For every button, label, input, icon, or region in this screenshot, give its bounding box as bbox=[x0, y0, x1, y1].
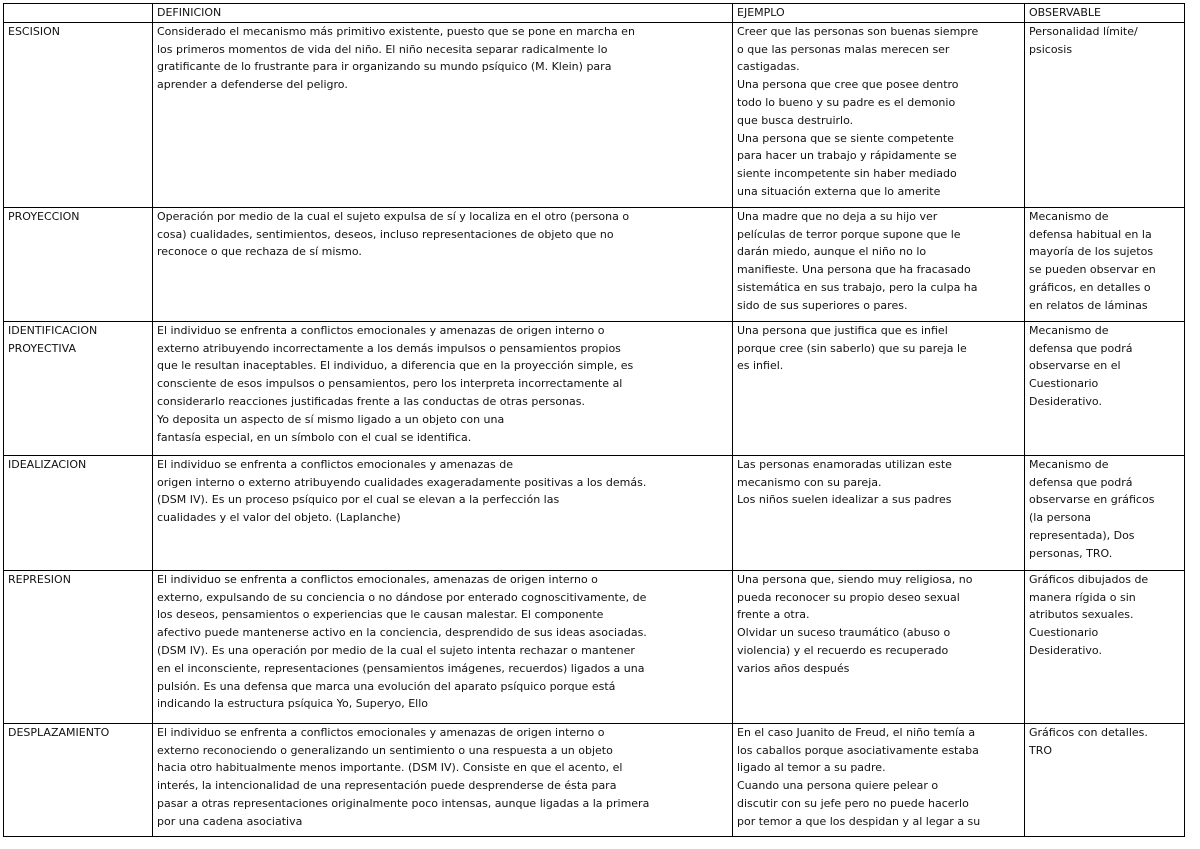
definicion-cell bbox=[153, 570, 733, 723]
ejemplo-line: para hacer un trabajo y rápidamente se bbox=[737, 149, 957, 163]
term-cell bbox=[4, 455, 153, 570]
observable-cell bbox=[1025, 22, 1185, 207]
observable-line: manera rígida o sin bbox=[1029, 590, 1136, 604]
ejemplo-line: mecanismo con su pareja. bbox=[737, 475, 882, 489]
observable-line: representada), Dos bbox=[1029, 528, 1135, 542]
term-cell bbox=[4, 570, 153, 723]
definicion-line: por una cadena asociativa bbox=[157, 814, 303, 828]
observable-line: gráficos, en detalles o bbox=[1029, 280, 1151, 294]
definicion-line: Considerado el mecanismo más primitivo existente, puesto que se pone en marcha en bbox=[157, 24, 635, 38]
ejemplo-cell bbox=[733, 723, 1025, 836]
term-line: DESPLAZAMIENTO bbox=[8, 725, 110, 739]
ejemplo-line: es infiel. bbox=[737, 359, 784, 373]
observable-cell bbox=[1025, 570, 1185, 723]
term-cell bbox=[4, 723, 153, 836]
definicion-line: que le resultan inaceptables. El individuo, a diferencia que en la proyección simple, es bbox=[157, 359, 634, 373]
definicion-line: externo atribuyendo incorrectamente a los demás impulsos o pensamientos propios bbox=[157, 341, 621, 355]
definicion-cell bbox=[153, 207, 733, 321]
table-row bbox=[4, 455, 1185, 570]
ejemplo-cell bbox=[733, 207, 1025, 321]
ejemplo-line: Una madre que no deja a su hijo ver bbox=[737, 209, 938, 223]
ejemplo-line: Una persona que se siente competente bbox=[737, 131, 954, 145]
definicion-line: El individuo se enfrenta a conflictos emocionales y amenazas de origen interno o bbox=[157, 323, 605, 337]
definicion-line: interés, la intencionalidad de una representación puede desprenderse de ésta para bbox=[157, 779, 617, 793]
ejemplo-line: castigadas. bbox=[737, 60, 800, 74]
ejemplo-line: Las personas enamoradas utilizan este bbox=[737, 457, 952, 471]
ejemplo-cell bbox=[733, 570, 1025, 723]
ejemplo-line: Una persona que, siendo muy religiosa, no bbox=[737, 572, 973, 586]
ejemplo-line: todo lo bueno y su padre es el demonio bbox=[737, 95, 956, 109]
definicion-line: aprender a defenderse del peligro. bbox=[157, 78, 348, 92]
definicion-cell bbox=[153, 723, 733, 836]
ejemplo-line: manifieste. Una persona que ha fracasado bbox=[737, 263, 971, 277]
definicion-line: gratificante de lo frustrante para ir organizando su mundo psíquico (M. Klein) para bbox=[157, 60, 612, 74]
ejemplo-line: Los niños suelen idealizar a sus padres bbox=[737, 493, 952, 507]
definicion-cell bbox=[153, 22, 733, 207]
table-row bbox=[4, 570, 1185, 723]
term-cell bbox=[4, 321, 153, 455]
term-line: ESCISION bbox=[8, 24, 60, 38]
header-cell-ejemplo: EJEMPLO bbox=[733, 4, 1025, 23]
ejemplo-line: los caballos porque asociativamente estaba bbox=[737, 743, 979, 757]
observable-line: se pueden observar en bbox=[1029, 263, 1156, 277]
term-line: IDEALIZACION bbox=[8, 457, 87, 471]
observable-line: Cuestionario bbox=[1029, 626, 1099, 640]
ejemplo-line: sistemática en sus trabajo, pero la culpa ha bbox=[737, 280, 978, 294]
observable-cell bbox=[1025, 723, 1185, 836]
header-cell-observable: OBSERVABLE bbox=[1025, 4, 1185, 23]
ejemplo-line: pueda reconocer su propio deseo sexual bbox=[737, 590, 960, 604]
definicion-line: El individuo se enfrenta a conflictos emocionales y amenazas de origen interno o bbox=[157, 725, 605, 739]
definicion-line: consciente de esos impulsos o pensamientos, pero los interpreta incorrectamente al bbox=[157, 377, 623, 391]
ejemplo-line: porque cree (sin saberlo) que su pareja le bbox=[737, 341, 967, 355]
observable-line: personas, TRO. bbox=[1029, 546, 1113, 560]
definicion-line: externo reconociendo o generalizando un sentimiento o una respuesta a un objeto bbox=[157, 743, 613, 757]
observable-line: defensa habitual en la bbox=[1029, 227, 1152, 241]
definicion-line: cosa) cualidades, sentimientos, deseos, incluso representaciones de objeto que no bbox=[157, 227, 614, 241]
defense-mechanisms-table bbox=[3, 3, 1185, 837]
ejemplo-line: Olvidar un suceso traumático (abuso o bbox=[737, 626, 951, 640]
ejemplo-line: o que las personas malas merecen ser bbox=[737, 42, 950, 56]
observable-line: Desiderativo. bbox=[1029, 643, 1102, 657]
ejemplo-line: darán miedo, aunque el niño no lo bbox=[737, 245, 927, 259]
table-row bbox=[4, 207, 1185, 321]
observable-line: defensa que podrá bbox=[1029, 341, 1133, 355]
table-row bbox=[4, 22, 1185, 207]
definicion-line: (DSM IV). Es un proceso psíquico por el cual se elevan a la perfección las bbox=[157, 493, 560, 507]
ejemplo-cell bbox=[733, 321, 1025, 455]
definicion-line: pulsión. Es una defensa que marca una evolución del aparato psíquico porque está bbox=[157, 679, 616, 693]
ejemplo-line: discutir con su jefe pero no puede hacerlo bbox=[737, 796, 969, 810]
header-cell-definicion: DEFINICION bbox=[153, 4, 733, 23]
observable-line: atributos sexuales. bbox=[1029, 608, 1134, 622]
definicion-line: pasar a otras representaciones originalmente poco intensas, aunque ligadas a la primera bbox=[157, 796, 650, 810]
header-cell-term bbox=[4, 4, 153, 23]
ejemplo-line: por temor a que los despidan y al legar a su bbox=[737, 814, 981, 828]
observable-line: mayoría de los sujetos bbox=[1029, 245, 1154, 259]
observable-line: Gráficos con detalles. bbox=[1029, 725, 1148, 739]
definicion-line: externo, expulsando de su conciencia o no dándose por enterado cognoscitivamente, de bbox=[157, 590, 647, 604]
table-row bbox=[4, 321, 1185, 455]
ejemplo-line: siente incompetente sin haber mediado bbox=[737, 167, 957, 181]
ejemplo-line: frente a otra. bbox=[737, 608, 810, 622]
observable-line: Mecanismo de bbox=[1029, 323, 1109, 337]
definicion-line: fantasía especial, en un símbolo con el cual se identifica. bbox=[157, 430, 472, 444]
term-cell bbox=[4, 22, 153, 207]
term-line: PROYECCION bbox=[8, 209, 80, 223]
definicion-line: cualidades y el valor del objeto. (Laplanche) bbox=[157, 511, 401, 525]
definicion-line: El individuo se enfrenta a conflictos emocionales, amenazas de origen interno o bbox=[157, 572, 598, 586]
definicion-cell bbox=[153, 455, 733, 570]
definicion-line: considerarlo reacciones justificadas frente a las conductas de otras personas. bbox=[157, 394, 586, 408]
observable-line: observarse en gráficos bbox=[1029, 493, 1155, 507]
observable-line: Mecanismo de bbox=[1029, 457, 1109, 471]
ejemplo-cell bbox=[733, 22, 1025, 207]
ejemplo-line: que busca destruirlo. bbox=[737, 113, 854, 127]
definicion-line: hacia otro habitualmente menos importante. (DSM IV). Consiste en que el acento, el bbox=[157, 761, 623, 775]
definicion-line: (DSM IV). Es una operación por medio de la cual el sujeto intenta rechazar o mantener bbox=[157, 643, 635, 657]
observable-cell bbox=[1025, 321, 1185, 455]
term-line: REPRESION bbox=[8, 572, 71, 586]
definicion-line: los primeros momentos de vida del niño. El niño necesita separar radicalmente lo bbox=[157, 42, 608, 56]
ejemplo-line: Cuando una persona quiere pelear o bbox=[737, 779, 939, 793]
ejemplo-cell bbox=[733, 455, 1025, 570]
observable-line: defensa que podrá bbox=[1029, 475, 1133, 489]
observable-line: Cuestionario bbox=[1029, 377, 1099, 391]
definicion-line: Yo deposita un aspecto de sí mismo ligado a un objeto con una bbox=[157, 412, 505, 426]
definicion-line: los deseos, pensamientos o experiencias que le causan malestar. El componente bbox=[157, 608, 604, 622]
ejemplo-line: una situación externa que lo amerite bbox=[737, 184, 941, 198]
observable-line: (la persona bbox=[1029, 511, 1092, 525]
ejemplo-line: Una persona que cree que posee dentro bbox=[737, 78, 959, 92]
ejemplo-line: sido de sus superiores o pares. bbox=[737, 298, 908, 312]
ejemplo-line: violencia) y el recuerdo es recuperado bbox=[737, 643, 949, 657]
observable-line: Desiderativo. bbox=[1029, 394, 1102, 408]
definicion-line: Operación por medio de la cual el sujeto expulsa de sí y localiza en el otro (persona o bbox=[157, 209, 630, 223]
ejemplo-line: Creer que las personas son buenas siempre bbox=[737, 24, 979, 38]
observable-cell bbox=[1025, 207, 1185, 321]
ejemplo-line: En el caso Juanito de Freud, el niño temía a bbox=[737, 725, 976, 739]
definicion-line: El individuo se enfrenta a conflictos emocionales y amenazas de bbox=[157, 457, 514, 471]
observable-line: en relatos de láminas bbox=[1029, 298, 1148, 312]
definicion-line: indicando la estructura psíquica Yo, Superyo, Ello bbox=[157, 697, 429, 711]
observable-line: observarse en el bbox=[1029, 359, 1121, 373]
definicion-line: reconoce o que rechaza de sí mismo. bbox=[157, 245, 362, 259]
ejemplo-line: ligado al temor a su padre. bbox=[737, 761, 886, 775]
observable-line: psicosis bbox=[1029, 42, 1073, 56]
definicion-cell bbox=[153, 321, 733, 455]
observable-line: Gráficos dibujados de bbox=[1029, 572, 1149, 586]
term-cell bbox=[4, 207, 153, 321]
observable-line: TRO bbox=[1029, 743, 1053, 757]
observable-line: Mecanismo de bbox=[1029, 209, 1109, 223]
definicion-line: origen interno o externo atribuyendo cualidades exageradamente positivas a los demás. bbox=[157, 475, 647, 489]
term-line: IDENTIFICACION bbox=[8, 323, 98, 337]
definicion-line: afectivo puede mantenerse activo en la conciencia, desprendido de sus ideas asociadas. bbox=[157, 626, 647, 640]
ejemplo-line: Una persona que justifica que es infiel bbox=[737, 323, 948, 337]
table-row bbox=[4, 723, 1185, 836]
definicion-line: en el inconsciente, representaciones (pensamientos imágenes, recuerdos) ligados a una bbox=[157, 661, 645, 675]
observable-line: Personalidad límite/ bbox=[1029, 24, 1138, 38]
term-line: PROYECTIVA bbox=[8, 341, 76, 355]
observable-cell bbox=[1025, 455, 1185, 570]
ejemplo-line: varios años después bbox=[737, 661, 850, 675]
header-row bbox=[4, 4, 1185, 23]
ejemplo-line: películas de terror porque supone que le bbox=[737, 227, 961, 241]
